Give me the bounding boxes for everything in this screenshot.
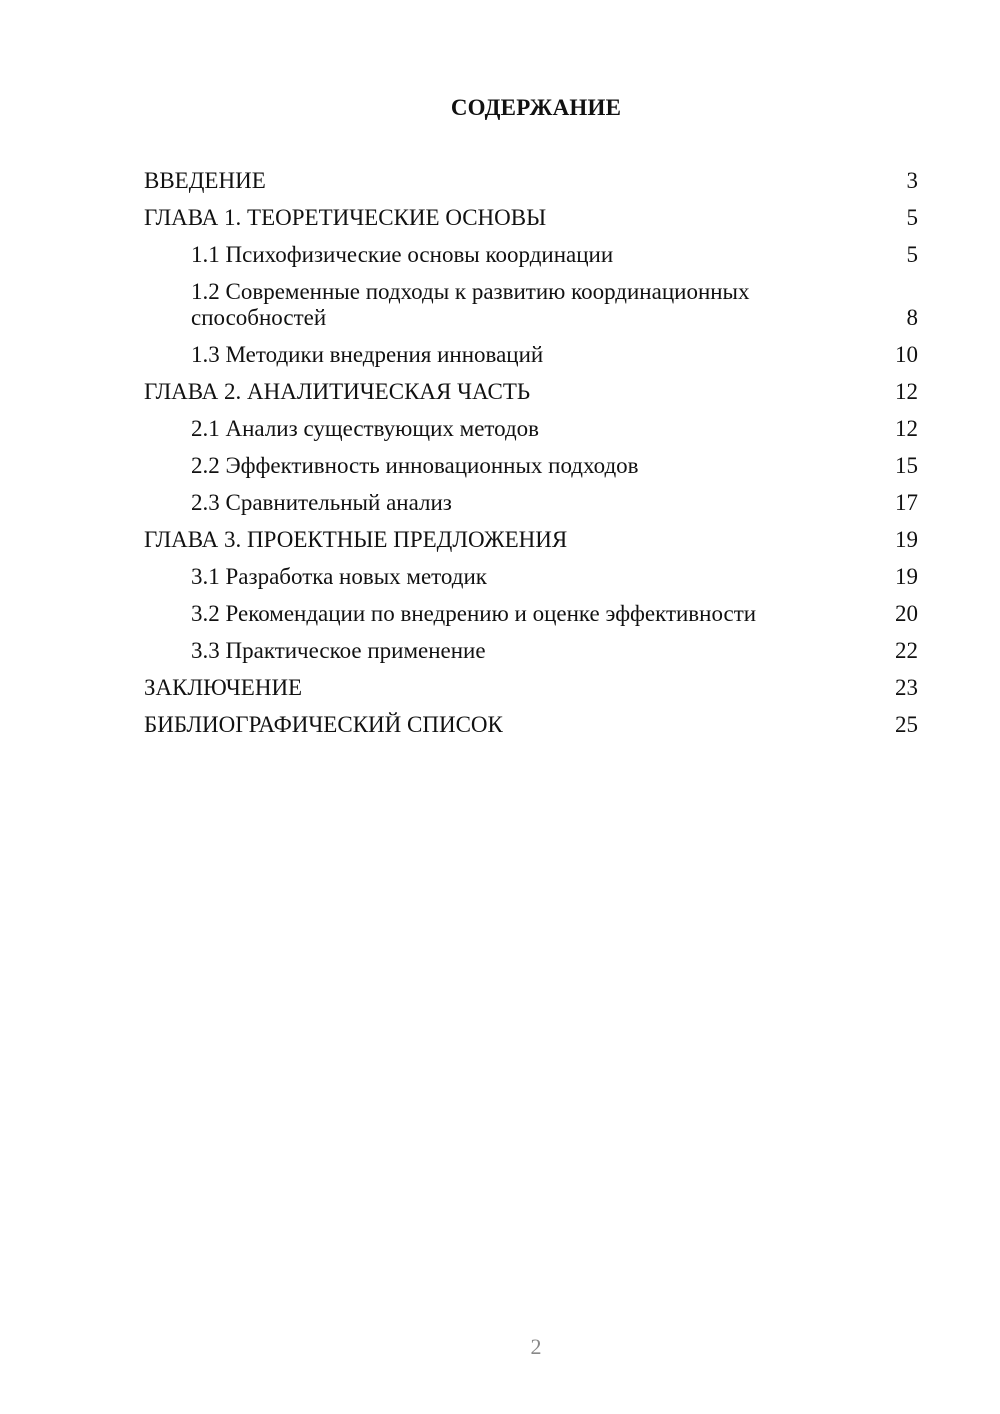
toc-entry-section-2-3[interactable]	[144, 490, 918, 516]
toc-entry-page: 8	[906, 305, 918, 330]
toc-entry-page: 19	[895, 527, 918, 552]
toc-entry-section-2-2[interactable]	[144, 453, 918, 479]
toc-entry-page: 12	[895, 379, 918, 404]
toc-entry-page: 19	[895, 564, 918, 589]
toc-entry-chapter-3[interactable]	[144, 527, 918, 553]
toc-entry-label: 2.3 Сравнительный анализ	[191, 490, 452, 515]
toc-entry-label: 1.1 Психофизические основы координации	[191, 242, 614, 267]
toc-entry-label: БИБЛИОГРАФИЧЕСКИЙ СПИСОК	[144, 712, 503, 737]
toc-entry-introduction[interactable]	[144, 168, 918, 194]
toc-entry-page: 10	[895, 342, 918, 367]
toc-entry-page: 5	[906, 205, 918, 230]
toc-entry-page: 22	[895, 638, 918, 663]
toc-entry-section-1-2[interactable]	[144, 279, 918, 331]
toc-entry-bibliography[interactable]	[144, 712, 918, 738]
page-number: 2	[530, 1334, 542, 1359]
toc-entry-page: 15	[895, 453, 918, 478]
toc-entry-label: ЗАКЛЮЧЕНИЕ	[144, 675, 303, 700]
toc-entry-section-3-3[interactable]	[144, 638, 918, 664]
toc-entry-section-3-1[interactable]	[144, 564, 918, 590]
toc-entry-label: 3.1 Разработка новых методик	[191, 564, 487, 589]
toc-entry-chapter-2[interactable]	[144, 379, 918, 405]
toc-entry-section-3-2[interactable]	[144, 601, 918, 627]
toc-entry-label: 2.1 Анализ существующих методов	[191, 416, 540, 441]
toc-entry-page: 3	[906, 168, 918, 193]
toc-entry-page: 17	[895, 490, 918, 515]
toc-entry-label: ВВЕДЕНИЕ	[144, 168, 266, 193]
toc-entry-label: ГЛАВА 3. ПРОЕКТНЫЕ ПРЕДЛОЖЕНИЯ	[144, 527, 568, 552]
toc-entry-label: ГЛАВА 2. АНАЛИТИЧЕСКАЯ ЧАСТЬ	[144, 379, 531, 404]
toc-entry-section-1-1[interactable]	[144, 242, 918, 268]
toc-entry-chapter-1[interactable]	[144, 205, 918, 231]
toc-entry-section-1-3[interactable]	[144, 342, 918, 368]
toc-entry-page: 5	[906, 242, 918, 267]
toc-entry-page: 23	[895, 675, 918, 700]
toc-entry-section-2-1[interactable]	[144, 416, 918, 442]
toc-entry-label: ГЛАВА 1. ТЕОРЕТИЧЕСКИЕ ОСНОВЫ	[144, 205, 547, 230]
toc-entry-label: 1.2 Современные подходы к развитию координационных способностей	[191, 279, 750, 330]
toc-entry-page: 12	[895, 416, 918, 441]
toc-entry-label: 3.3 Практическое применение	[191, 638, 486, 663]
toc-entry-page: 20	[895, 601, 918, 626]
toc-entry-conclusion[interactable]	[144, 675, 918, 701]
toc-title: СОДЕРЖАНИЕ	[450, 95, 622, 120]
toc-entry-label: 2.2 Эффективность инновационных подходов	[191, 453, 639, 478]
toc-entry-label: 3.2 Рекомендации по внедрению и оценке эффективности	[191, 601, 757, 626]
toc-entry-label: 1.3 Методики внедрения инноваций	[191, 342, 544, 367]
table-of-contents	[144, 168, 918, 749]
toc-entry-page: 25	[895, 712, 918, 737]
